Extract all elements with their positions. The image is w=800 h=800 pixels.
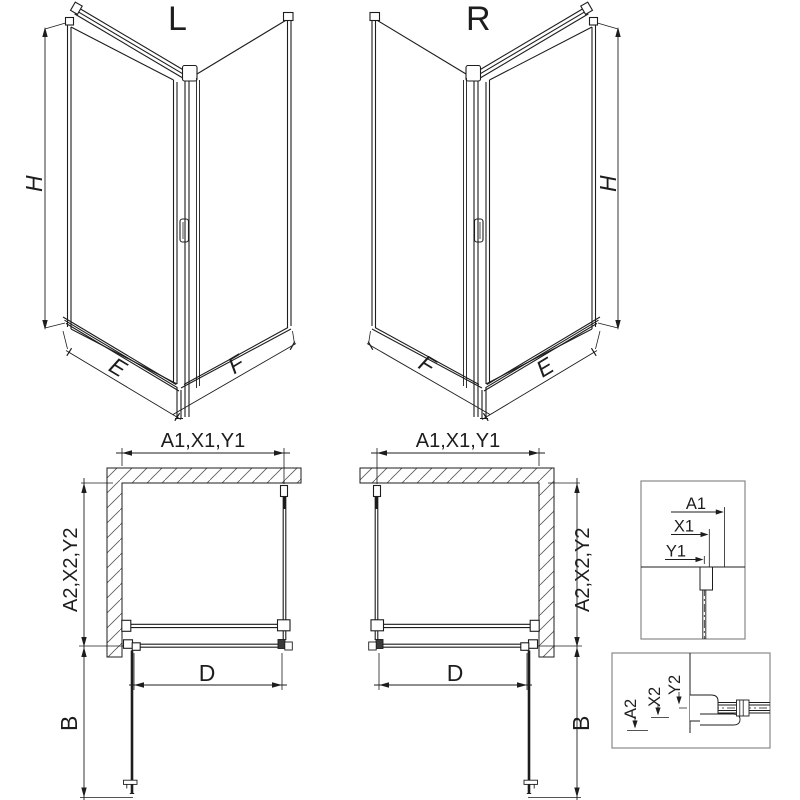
detail-x2-label: X2 (646, 686, 664, 707)
entry-width-label-right-plan: D (446, 660, 464, 686)
variant-right-label: R (466, 0, 491, 38)
iso-view-left-art (42, 2, 296, 421)
detail-box-depth (612, 653, 770, 748)
detail-y1-label: Y1 (665, 542, 687, 561)
door-side-label-right: E (531, 352, 559, 383)
wall-section-left-plan (107, 468, 301, 657)
fixed-side-label-right: F (414, 349, 440, 379)
door-open-label-left-plan: B (56, 715, 82, 731)
door-open-label-right-plan: B (568, 715, 594, 731)
width-dim-label-left-plan: A1,X1,Y1 (160, 430, 246, 452)
door-side-label-left: E (104, 352, 132, 383)
detail-a1-label: A1 (685, 495, 707, 513)
entry-width-label-left-plan: D (198, 660, 216, 686)
fixed-side-label-left: F (223, 349, 249, 379)
variant-left-label: L (168, 0, 187, 38)
wall-section-right-plan (360, 468, 554, 657)
iso-view-right-art (367, 2, 621, 421)
width-dim-label-right-plan: A1,X1,Y1 (415, 430, 501, 452)
detail-box-width (641, 481, 745, 639)
height-label-left: H (21, 175, 47, 192)
detail-x1-label: X1 (673, 517, 695, 536)
detail-y2-label: Y2 (666, 674, 684, 695)
depth-dim-label-right-plan: A2,X2,Y2 (572, 527, 594, 612)
depth-dim-label-left-plan: A2,X2,Y2 (60, 527, 82, 612)
detail-a2-label: A2 (622, 698, 640, 719)
height-label-right: H (595, 175, 621, 192)
